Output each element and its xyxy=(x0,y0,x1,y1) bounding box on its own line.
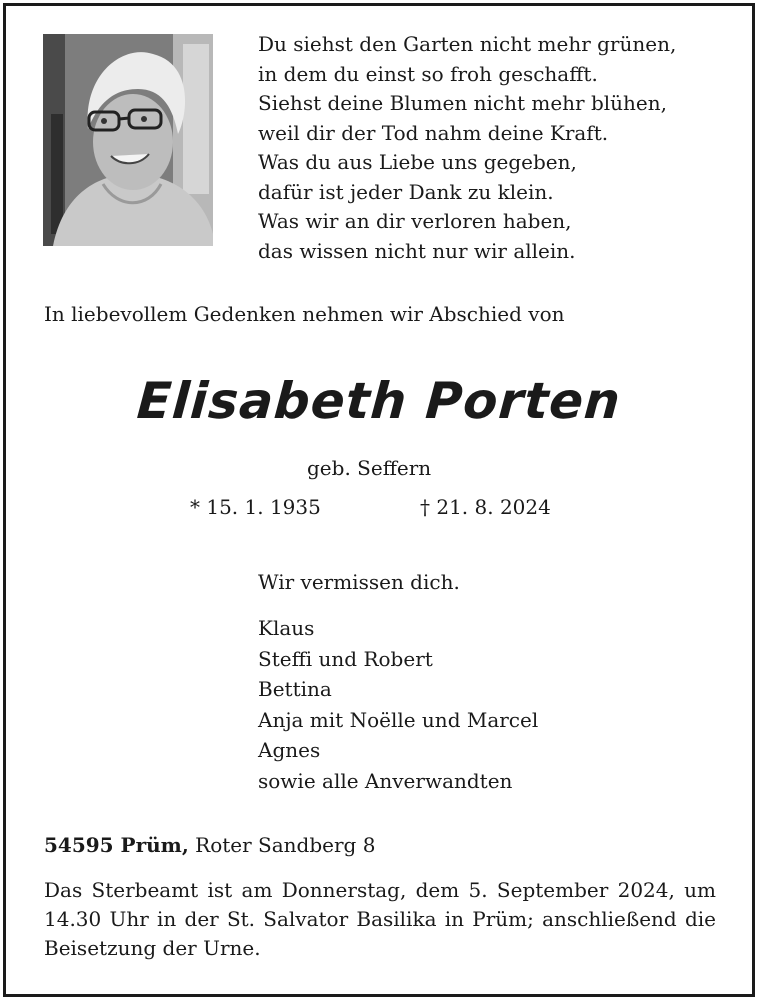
poem-line: Was du aus Liebe uns gegeben, xyxy=(258,150,577,174)
poem-line: in dem du einst so froh geschafft. xyxy=(258,61,598,86)
miss-line: Wir vermissen dich. xyxy=(258,570,460,594)
family-member: sowie alle Anverwandten xyxy=(258,768,513,793)
address-city: 54595 Prüm, xyxy=(44,833,189,857)
portrait-image xyxy=(43,34,213,246)
family-member: Klaus xyxy=(258,616,315,640)
poem-line: Du siehst den Garten nicht mehr grünen, xyxy=(258,32,677,56)
address xyxy=(44,833,375,857)
poem-line: weil dir der Tod nahm deine Kraft. xyxy=(258,120,609,145)
address-street: Roter Sandberg 8 xyxy=(195,833,376,857)
poem-line: Siehst deine Blumen nicht mehr blühen, xyxy=(258,91,667,115)
portrait-photo xyxy=(43,34,213,246)
poem-line: dafür ist jeder Dank zu klein. xyxy=(258,179,554,204)
service-info: Das Sterbeamt ist am Donnerstag, dem 5. September 2024, um 14.30 Uhr in der St. Salvator Basilika in Prüm; anschließend die Beisetzung der Urne. xyxy=(44,878,716,960)
birth-date: * 15. 1. 1935 xyxy=(190,495,321,519)
family-member: Bettina xyxy=(258,677,332,701)
deceased-name: Elisabeth Porten xyxy=(135,372,623,430)
family-member: Agnes xyxy=(258,738,321,762)
maiden-name: geb. Seffern xyxy=(307,456,432,480)
poem xyxy=(258,30,676,266)
poem-line: Was wir an dir verloren haben, xyxy=(258,209,572,233)
family-member: Steffi und Robert xyxy=(258,646,433,671)
family-list xyxy=(258,613,538,796)
poem-line: das wissen nicht nur wir allein. xyxy=(258,238,576,263)
family-member: Anja mit Noëlle und Marcel xyxy=(258,707,539,732)
death-date: † 21. 8. 2024 xyxy=(420,495,551,519)
intro-text: In liebevollem Gedenken nehmen wir Abschied von xyxy=(44,302,565,326)
